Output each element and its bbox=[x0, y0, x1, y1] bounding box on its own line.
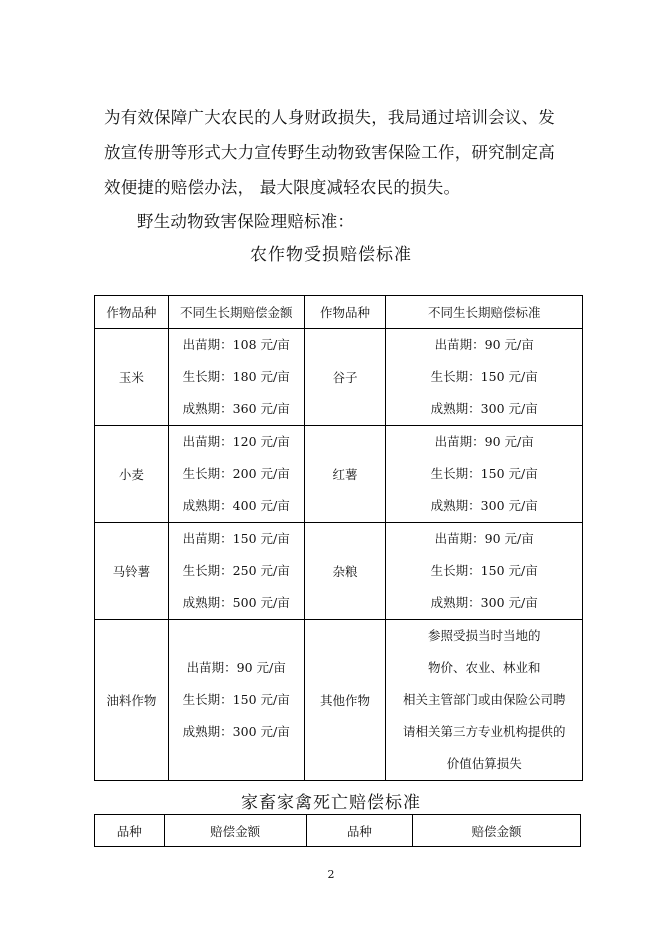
crop-name: 其他作物 bbox=[304, 620, 386, 781]
rate-line: 成熟期：400 元/亩 bbox=[182, 498, 290, 513]
crop-name: 红薯 bbox=[304, 426, 386, 523]
crop-rates bbox=[168, 523, 304, 620]
rate-line: 请相关第三方专业机构提供的 bbox=[402, 724, 566, 739]
rate-line: 出苗期：90 元/亩 bbox=[434, 531, 534, 546]
header-amount-a: 赔偿金额 bbox=[164, 815, 306, 847]
table-row bbox=[95, 523, 583, 620]
rate-line: 成熟期：300 元/亩 bbox=[430, 498, 538, 513]
table-header-row bbox=[95, 815, 581, 847]
standard-label: 野生动物致害保险理赔标准： bbox=[137, 212, 355, 231]
page-number: 2 bbox=[327, 868, 335, 881]
crop-name: 马铃薯 bbox=[95, 523, 169, 620]
rate-line: 生长期：180 元/亩 bbox=[182, 369, 290, 384]
rate-line: 参照受损当时当地的 bbox=[427, 628, 541, 643]
rate-line: 生长期：150 元/亩 bbox=[430, 466, 538, 481]
rate-line: 成熟期：300 元/亩 bbox=[430, 595, 538, 610]
header-amount-b: 赔偿金额 bbox=[413, 815, 581, 847]
rate-line: 生长期：250 元/亩 bbox=[182, 563, 290, 578]
rate-line: 价值估算损失 bbox=[446, 756, 522, 771]
header-crop-b: 作物品种 bbox=[304, 296, 386, 329]
livestock-section-title: 家畜家禽死亡赔偿标准 bbox=[241, 793, 421, 813]
header-crop-a: 作物品种 bbox=[95, 296, 169, 329]
table-row bbox=[95, 329, 583, 426]
crop-name: 小麦 bbox=[95, 426, 169, 523]
rate-line: 出苗期：90 元/亩 bbox=[434, 434, 534, 449]
crop-rates bbox=[386, 620, 583, 781]
rate-line: 出苗期：108 元/亩 bbox=[182, 337, 290, 352]
rate-line: 相关主管部门或由保险公司聘 bbox=[402, 692, 566, 707]
header-rate-a: 不同生长期赔偿金额 bbox=[168, 296, 304, 329]
intro-line-2: 放宣传册等形式大力宣传野生动物致害保险工作，研究制定高 bbox=[104, 143, 555, 162]
rate-line: 出苗期：120 元/亩 bbox=[182, 434, 290, 449]
rate-line: 成熟期：360 元/亩 bbox=[182, 401, 290, 416]
table-row bbox=[95, 620, 583, 781]
header-rate-b: 不同生长期赔偿标准 bbox=[386, 296, 583, 329]
header-breed-a: 品种 bbox=[95, 815, 165, 847]
rate-line: 出苗期：90 元/亩 bbox=[186, 660, 286, 675]
rate-line: 成熟期：300 元/亩 bbox=[182, 724, 290, 739]
rate-line: 生长期：200 元/亩 bbox=[182, 466, 290, 481]
rate-line: 物价、农业、林业和 bbox=[427, 660, 541, 675]
crop-rates bbox=[386, 426, 583, 523]
crop-name: 玉米 bbox=[95, 329, 169, 426]
crop-section-title: 农作物受损赔偿标准 bbox=[250, 245, 412, 265]
crop-name: 油料作物 bbox=[95, 620, 169, 781]
crop-rates bbox=[386, 329, 583, 426]
crop-rates bbox=[168, 426, 304, 523]
table-row bbox=[95, 426, 583, 523]
rate-line: 出苗期：90 元/亩 bbox=[434, 337, 534, 352]
crop-compensation-table bbox=[94, 295, 583, 781]
crop-rates bbox=[168, 620, 304, 781]
crop-name: 杂粮 bbox=[304, 523, 386, 620]
table-header-row bbox=[95, 296, 583, 329]
intro-line-3: 效便捷的赔偿办法， 最大限度减轻农民的损失。 bbox=[104, 178, 461, 197]
livestock-compensation-table bbox=[94, 814, 581, 847]
crop-name: 谷子 bbox=[304, 329, 386, 426]
rate-line: 生长期：150 元/亩 bbox=[430, 563, 538, 578]
rate-line: 生长期：150 元/亩 bbox=[430, 369, 538, 384]
crop-rates bbox=[168, 329, 304, 426]
rate-line: 生长期：150 元/亩 bbox=[182, 692, 290, 707]
rate-line: 成熟期：300 元/亩 bbox=[430, 401, 538, 416]
header-breed-b: 品种 bbox=[306, 815, 412, 847]
rate-line: 成熟期：500 元/亩 bbox=[182, 595, 290, 610]
crop-rates bbox=[386, 523, 583, 620]
intro-line-1: 为有效保障广大农民的人身财政损失，我局通过培训会议、发 bbox=[104, 108, 555, 127]
rate-line: 出苗期：150 元/亩 bbox=[182, 531, 290, 546]
